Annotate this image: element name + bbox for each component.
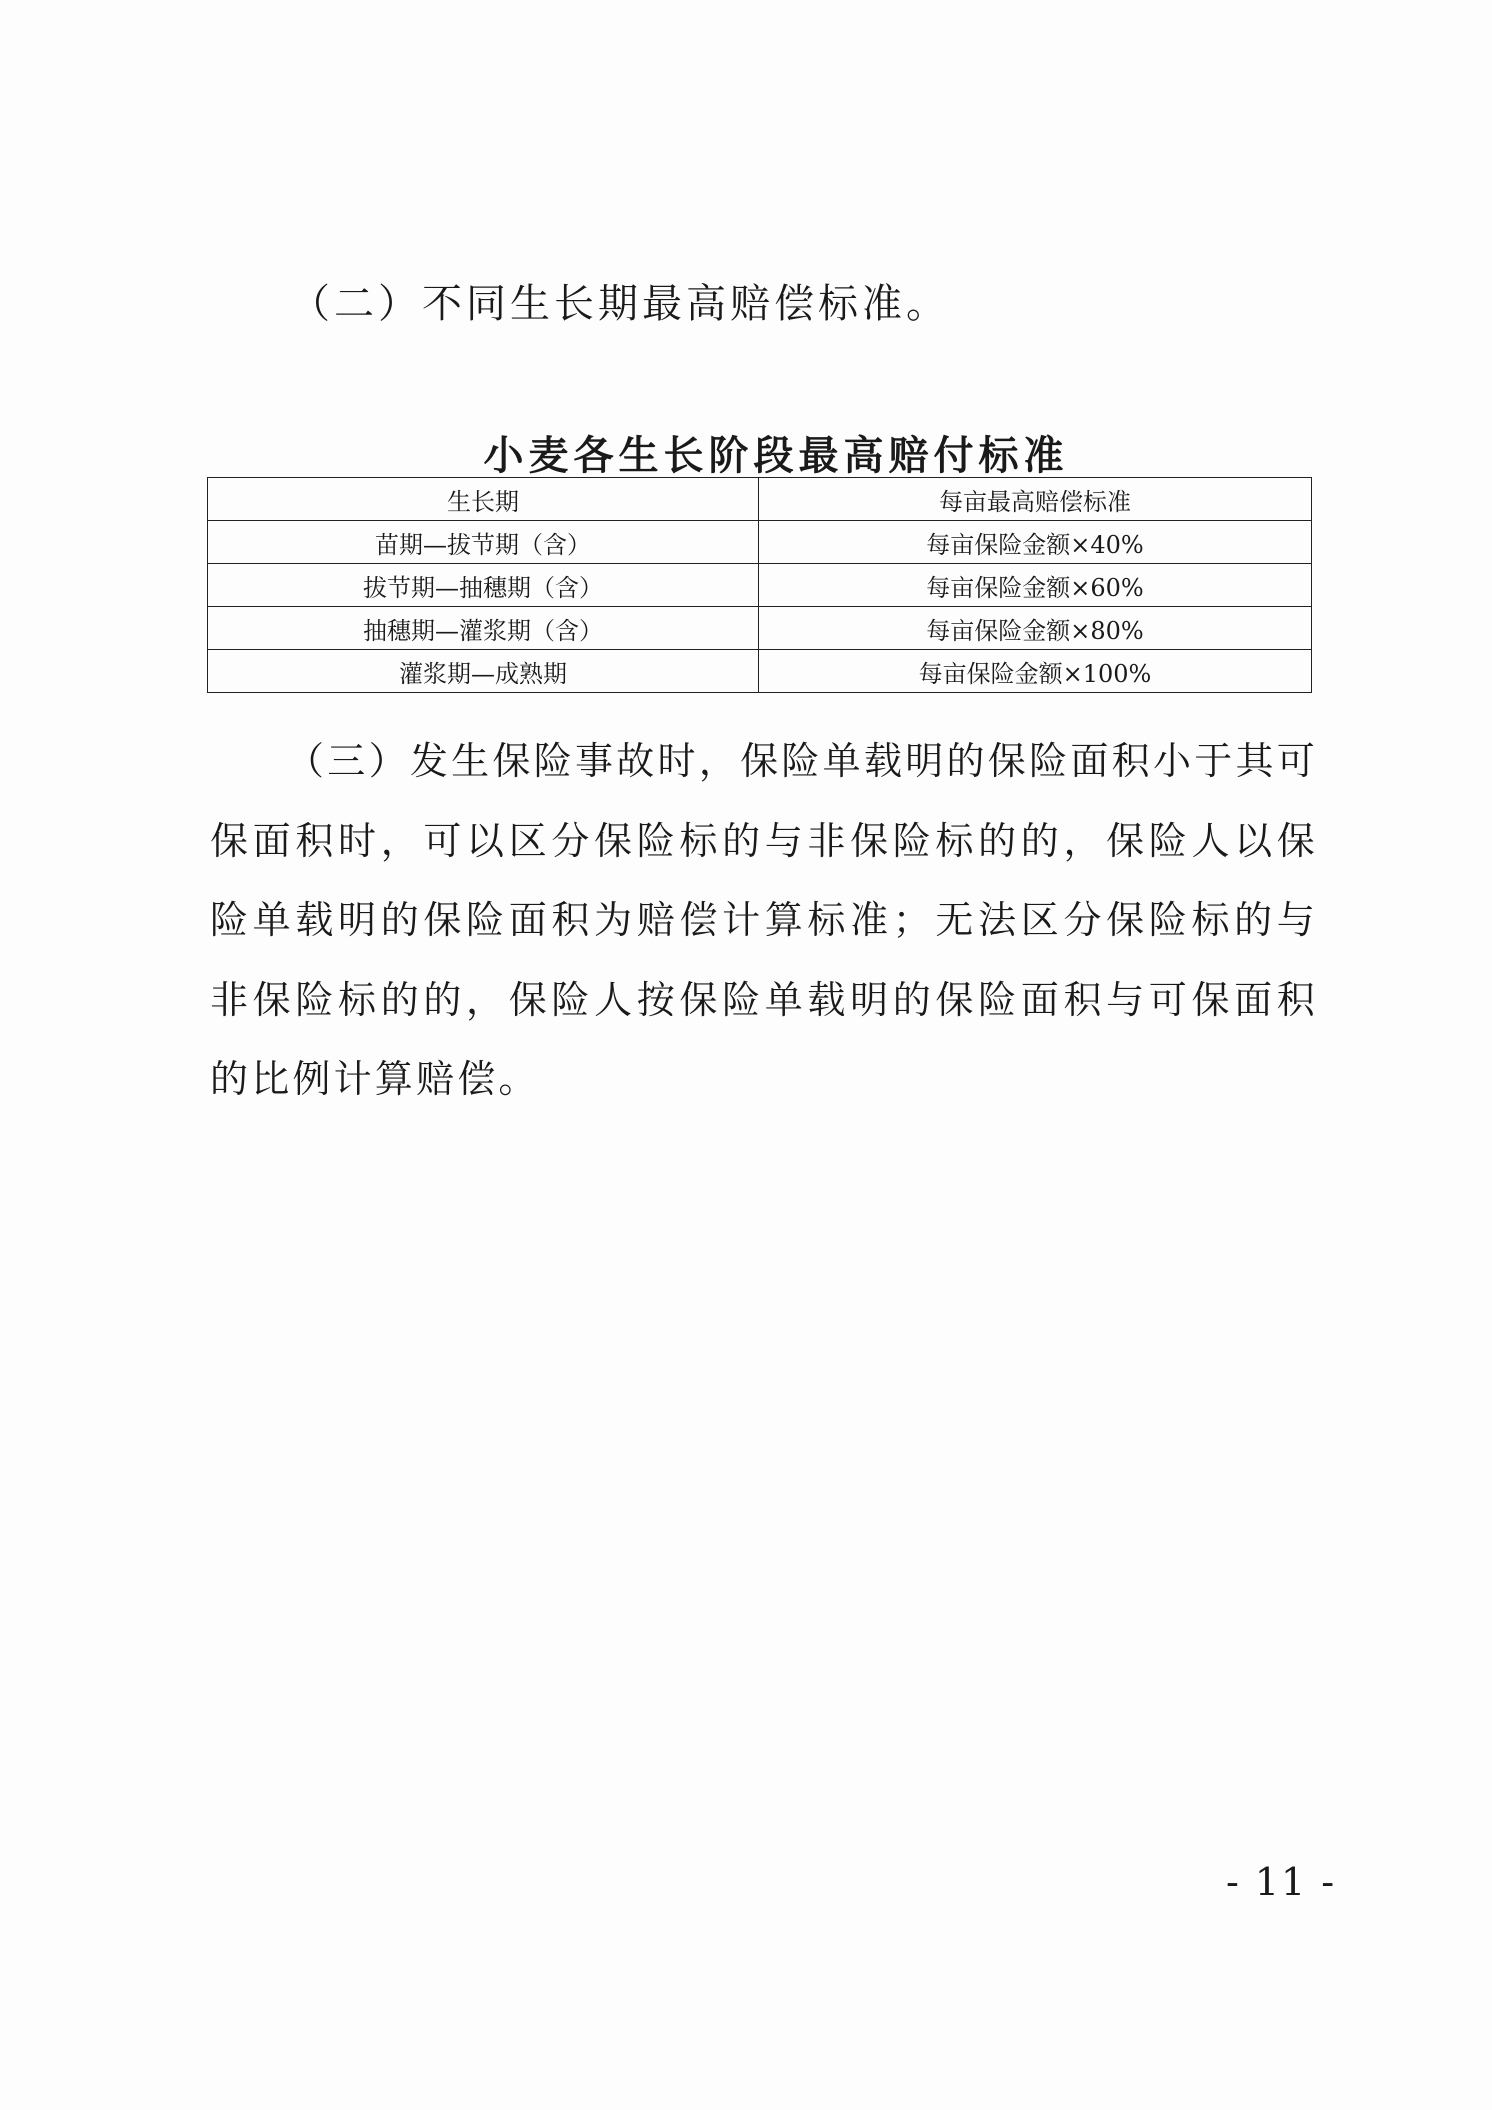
compensation-cell: 每亩保险金额×40%: [759, 521, 1312, 564]
column-header-max-compensation: 每亩最高赔偿标准: [759, 478, 1312, 521]
page-number-value: 11: [1254, 1860, 1308, 1904]
section-heading: （二）不同生长期最高赔偿标准。: [290, 281, 950, 327]
body-paragraph: （三）发生保险事故时，保险单载明的保险面积小于其可保面积时，可以区分保险标的与非保险标的的，保险人以保险单载明的保险面积为赔偿计算标准；无法区分保险标的与非保险标的的，保险人按保险单载明的保险面积与可保面积的比例计算赔偿。: [210, 739, 1318, 1101]
page-number-dash: -: [1226, 1860, 1241, 1904]
compensation-cell: 每亩保险金额×60%: [759, 564, 1312, 607]
compensation-cell: 每亩保险金额×100%: [759, 650, 1312, 693]
page-number-dash: -: [1321, 1860, 1337, 1904]
page-number: [1212, 1860, 1350, 1904]
compensation-cell: 每亩保险金额×80%: [759, 607, 1312, 650]
table-header-row: [208, 478, 1312, 521]
table-title: 小麦各生长阶段最高赔付标准: [483, 432, 1069, 479]
growth-stage-cell: 苗期—拔节期（含）: [208, 521, 759, 564]
growth-stage-cell: 灌浆期—成熟期: [208, 650, 759, 693]
compensation-rate-table: [207, 477, 1312, 693]
table-row: [208, 564, 1312, 607]
table-row: [208, 521, 1312, 564]
growth-stage-cell: 抽穗期—灌浆期（含）: [208, 607, 759, 650]
column-header-growth-stage: 生长期: [208, 478, 759, 521]
growth-stage-cell: 拔节期—抽穗期（含）: [208, 564, 759, 607]
table-row: [208, 607, 1312, 650]
table-row: [208, 650, 1312, 693]
